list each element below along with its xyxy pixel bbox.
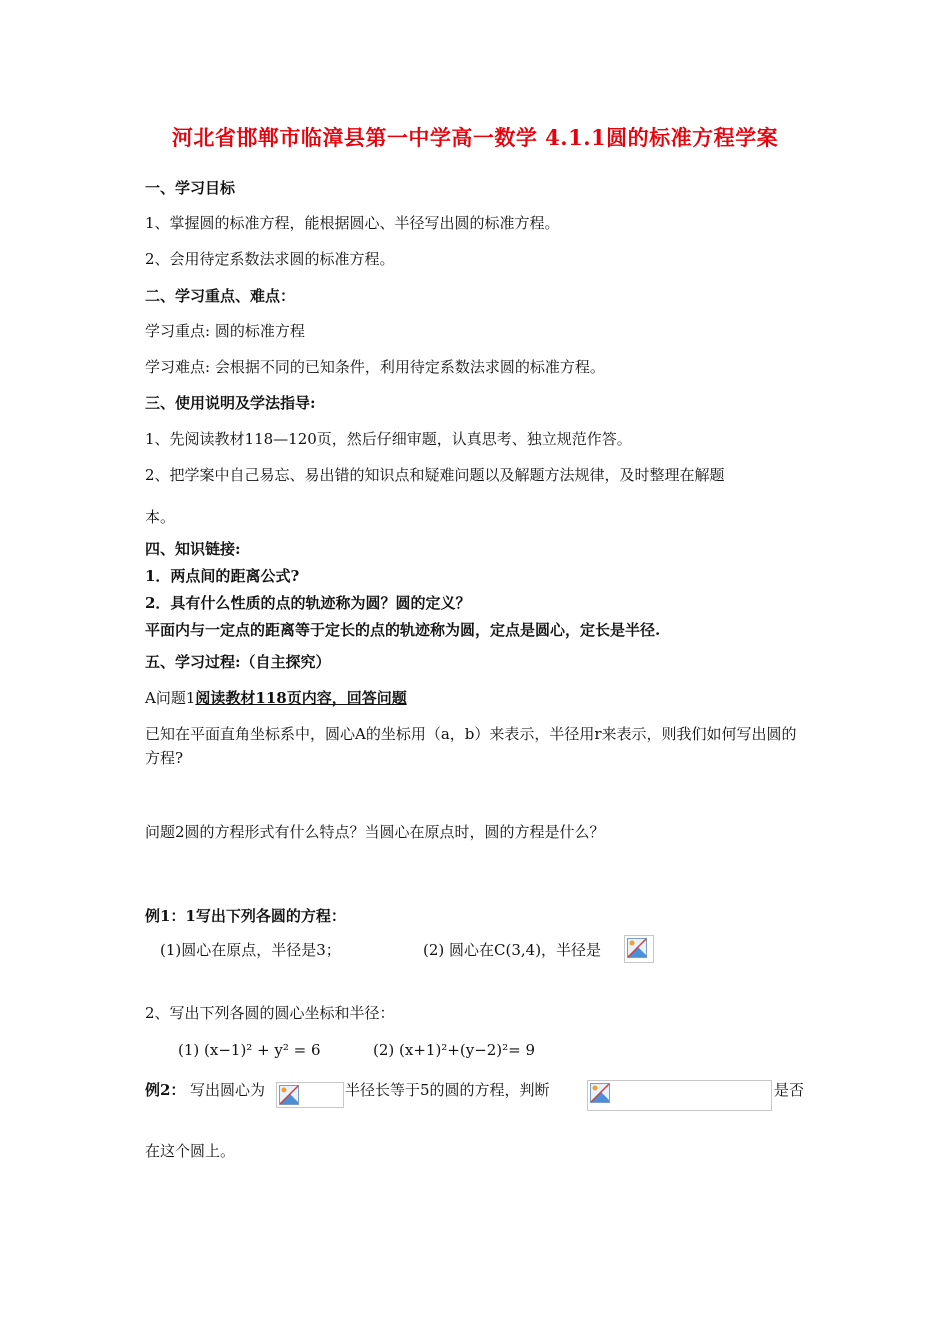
instruction-item-1: 1、先阅读教材118—120页，然后仔细审题，认真思考、独立规范作答。 [145,430,632,448]
circle-definition: 平面内与一定点的距离等于定长的点的轨迹称为圆，定点是圆心，定长是半径. [145,621,661,639]
question-1-body: 已知在平面直角坐标系中，圆心A的坐标用（a，b）来表示，半径用r来表示，则我们如何写出圆的方程? [145,725,797,767]
instruction-item-2: 2、把学案中自己易忘、易出错的知识点和疑难问题以及解题方法规律，及时整理在解题 [145,466,725,484]
instruction-item-2-cont: 本。 [145,508,176,526]
example-2-text-1: 写出圆心为 [190,1081,266,1099]
example-1-part-1: (1)圆心在原点，半径是3； [160,941,341,959]
knowledge-question-1: 1．两点间的距离公式? [145,567,300,585]
question-1-title: 阅读教材118页内容，回答问题 [195,689,407,707]
section-5-heading: 五、学习过程:（自主探究） [145,653,331,671]
broken-image-icon [624,935,654,963]
example-2-label: 例2： [145,1081,186,1099]
example-2-text-2: 半径长等于5的圆的方程，判断 [345,1081,550,1099]
section-4-heading: 四、知识链接: [145,540,241,558]
question-2: 问题2圆的方程形式有什么特点？当圆心在原点时，圆的方程是什么？ [145,823,605,841]
broken-image-icon [587,1080,772,1111]
example-2-text-4: 在这个圆上。 [145,1142,236,1160]
knowledge-question-2: 2．具有什么性质的点的轨迹称为圆？圆的定义？ [145,594,471,612]
goal-item-2: 2、会用待定系数法求圆的标准方程。 [145,250,395,268]
broken-image-icon [276,1082,344,1108]
section-3-heading: 三、使用说明及学法指导: [145,394,316,412]
example-2-text-3: 是否 [774,1081,805,1099]
example-1-label: 例1：1写出下列各圆的方程： [145,907,346,925]
document-title: 河北省邯郸市临漳县第一中学高一数学 4.1.1圆的标准方程学案 [171,125,779,150]
difficult-point: 学习难点: 会根据不同的已知条件，利用待定系数法求圆的标准方程。 [145,358,605,376]
goal-item-1: 1、掌握圆的标准方程，能根据圆心、半径写出圆的标准方程。 [145,214,560,232]
key-point: 学习重点: 圆的标准方程 [145,322,305,340]
question-1-prefix: A问题1 [145,689,196,707]
example-1-task-2: 2、写出下列各圆的圆心坐标和半径： [145,1004,395,1022]
equation-2: (2) (x+1)²+(y−2)²= 9 [373,1041,536,1059]
section-2-heading: 二、学习重点、难点： [145,287,296,305]
example-1-part-2: (2) 圆心在C(3,4)，半径是 [423,941,602,959]
question-1-line [145,688,407,708]
section-1-heading: 一、学习目标 [145,179,236,197]
equation-1: (1) (x−1)² + y² = 6 [178,1041,321,1059]
